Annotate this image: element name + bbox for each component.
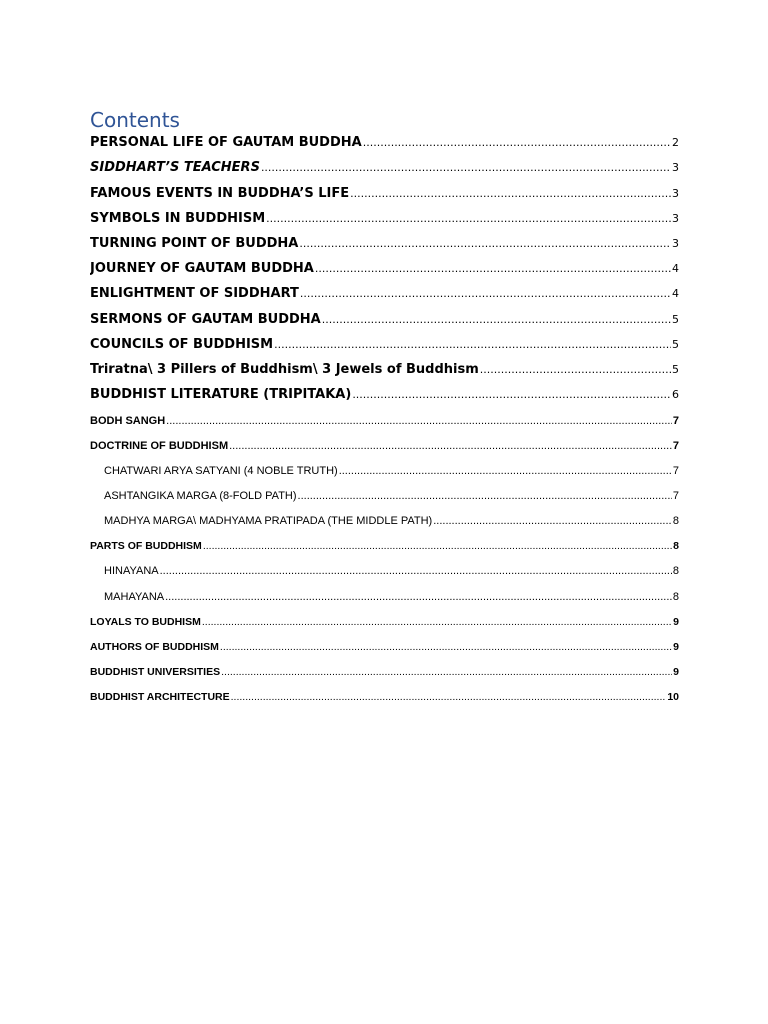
toc-leader-dots — [315, 260, 671, 278]
toc-leader-dots — [261, 159, 671, 177]
toc-leader-dots — [202, 614, 672, 630]
toc-entry-title: CHATWARI ARYA SATYANI (4 NOBLE TRUTH) — [104, 465, 338, 477]
toc-page-number: 6 — [672, 388, 679, 401]
toc-entry-title: BODH SANGH — [90, 415, 166, 427]
toc-leader-dots — [300, 285, 671, 303]
toc-page-number: 9 — [673, 641, 679, 653]
toc-entry[interactable] — [90, 235, 679, 253]
toc-entry-title: MAHAYANA — [104, 591, 165, 603]
toc-entry-title: PARTS OF BUDDHISM — [90, 540, 202, 552]
toc-entry[interactable] — [90, 311, 679, 329]
toc-leader-dots — [299, 235, 671, 253]
toc-page-number: 8 — [673, 540, 679, 552]
toc-leader-dots — [274, 336, 671, 354]
toc-leader-dots — [266, 210, 671, 228]
toc-entry[interactable] — [90, 438, 679, 454]
toc-page-number: 7 — [672, 440, 679, 452]
toc-page-number: 3 — [672, 161, 679, 174]
toc-page-number: 9 — [673, 666, 679, 678]
toc-leader-dots — [480, 361, 671, 379]
toc-page-number: 2 — [672, 136, 679, 149]
toc-page-number: 8 — [672, 565, 679, 577]
toc-entry-title: COUNCILS OF BUDDHISM — [90, 337, 274, 352]
toc-entry[interactable] — [90, 285, 679, 303]
toc-entry-title: DOCTRINE OF BUDDHISM — [90, 440, 229, 452]
toc-page-number: 4 — [672, 262, 679, 275]
toc-entry[interactable] — [90, 159, 679, 177]
toc-leader-dots — [298, 488, 672, 504]
toc-page-number: 7 — [672, 415, 679, 427]
toc-entry[interactable] — [90, 664, 679, 680]
toc-page-number: 5 — [672, 313, 679, 326]
toc-page-number: 5 — [672, 338, 679, 351]
toc-entry-title: ENLIGHTMENT OF SIDDHART — [90, 286, 299, 301]
toc-entry-title: AUTHORS OF BUDDHISM — [90, 641, 219, 653]
toc-entry[interactable] — [104, 463, 679, 479]
toc-entry-title: SYMBOLS IN BUDDHISM — [90, 211, 266, 226]
toc-page-number: 8 — [672, 591, 679, 603]
toc-entry[interactable] — [90, 134, 679, 152]
toc-page-number: 3 — [672, 187, 679, 200]
toc-leader-dots — [231, 689, 667, 705]
toc-leader-dots — [322, 311, 671, 329]
toc-entry-title: SIDDHART’S TEACHERS — [90, 160, 260, 175]
toc-entry-title: FAMOUS EVENTS IN BUDDHA’S LIFE — [90, 186, 350, 201]
toc-leader-dots — [166, 413, 672, 429]
toc-page-number: 4 — [672, 287, 679, 300]
toc-entry-title: ASHTANGIKA MARGA (8-FOLD PATH) — [104, 490, 297, 502]
toc-entry-title: LOYALS TO BUDHISM — [90, 616, 201, 628]
toc-entry[interactable] — [90, 538, 679, 554]
toc-entry-title: BUDDHIST UNIVERSITIES — [90, 666, 221, 678]
toc-entry[interactable] — [90, 386, 679, 404]
toc-entry[interactable] — [90, 413, 679, 429]
toc-leader-dots — [363, 134, 671, 152]
toc-leader-dots — [433, 513, 672, 529]
toc-entry-title: PERSONAL LIFE OF GAUTAM BUDDHA — [90, 135, 362, 150]
toc-entry-title: HINAYANA — [104, 565, 159, 577]
toc-page-number: 7 — [672, 490, 679, 502]
toc-entry-title: TURNING POINT OF BUDDHA — [90, 236, 299, 251]
toc-entry[interactable] — [90, 614, 679, 630]
toc-entry[interactable] — [90, 336, 679, 354]
toc-page-number: 9 — [673, 616, 679, 628]
toc-entry[interactable] — [90, 185, 679, 203]
toc-heading: Contents — [90, 108, 180, 132]
toc-entry-title: Triratna\ 3 Pillers of Buddhism\ 3 Jewels of Buddhism — [90, 362, 479, 377]
toc-leader-dots — [221, 664, 672, 680]
toc-leader-dots — [160, 563, 672, 579]
toc-leader-dots — [165, 589, 672, 605]
toc-entry[interactable] — [90, 260, 679, 278]
toc-leader-dots — [203, 538, 672, 554]
toc-page-number: 3 — [672, 212, 679, 225]
toc-page-number: 10 — [667, 691, 679, 703]
toc-entry[interactable] — [104, 513, 679, 529]
toc-entry[interactable] — [90, 639, 679, 655]
toc-entry[interactable] — [104, 563, 679, 579]
toc-page-number: 8 — [672, 515, 679, 527]
toc-entry[interactable] — [90, 361, 679, 379]
toc-entry-title: BUDDHIST LITERATURE (TRIPITAKA) — [90, 387, 352, 402]
toc-entry[interactable] — [90, 210, 679, 228]
toc-entry-title: BUDDHIST ARCHITECTURE — [90, 691, 230, 703]
toc-page-number: 7 — [672, 465, 679, 477]
toc-entry[interactable] — [90, 689, 679, 705]
toc-entry-title: JOURNEY OF GAUTAM BUDDHA — [90, 261, 314, 276]
toc-leader-dots — [350, 185, 671, 203]
toc-leader-dots — [220, 639, 672, 655]
toc-page-number: 5 — [672, 363, 679, 376]
toc-page-number: 3 — [672, 237, 679, 250]
toc-leader-dots — [352, 386, 671, 404]
toc-entry[interactable] — [104, 589, 679, 605]
toc-entry-title: MADHYA MARGA\ MADHYAMA PRATIPADA (THE MIDDLE PATH) — [104, 515, 433, 527]
toc-leader-dots — [229, 438, 672, 454]
toc-entry-title: SERMONS OF GAUTAM BUDDHA — [90, 312, 321, 327]
toc-entry[interactable] — [104, 488, 679, 504]
toc-leader-dots — [339, 463, 672, 479]
